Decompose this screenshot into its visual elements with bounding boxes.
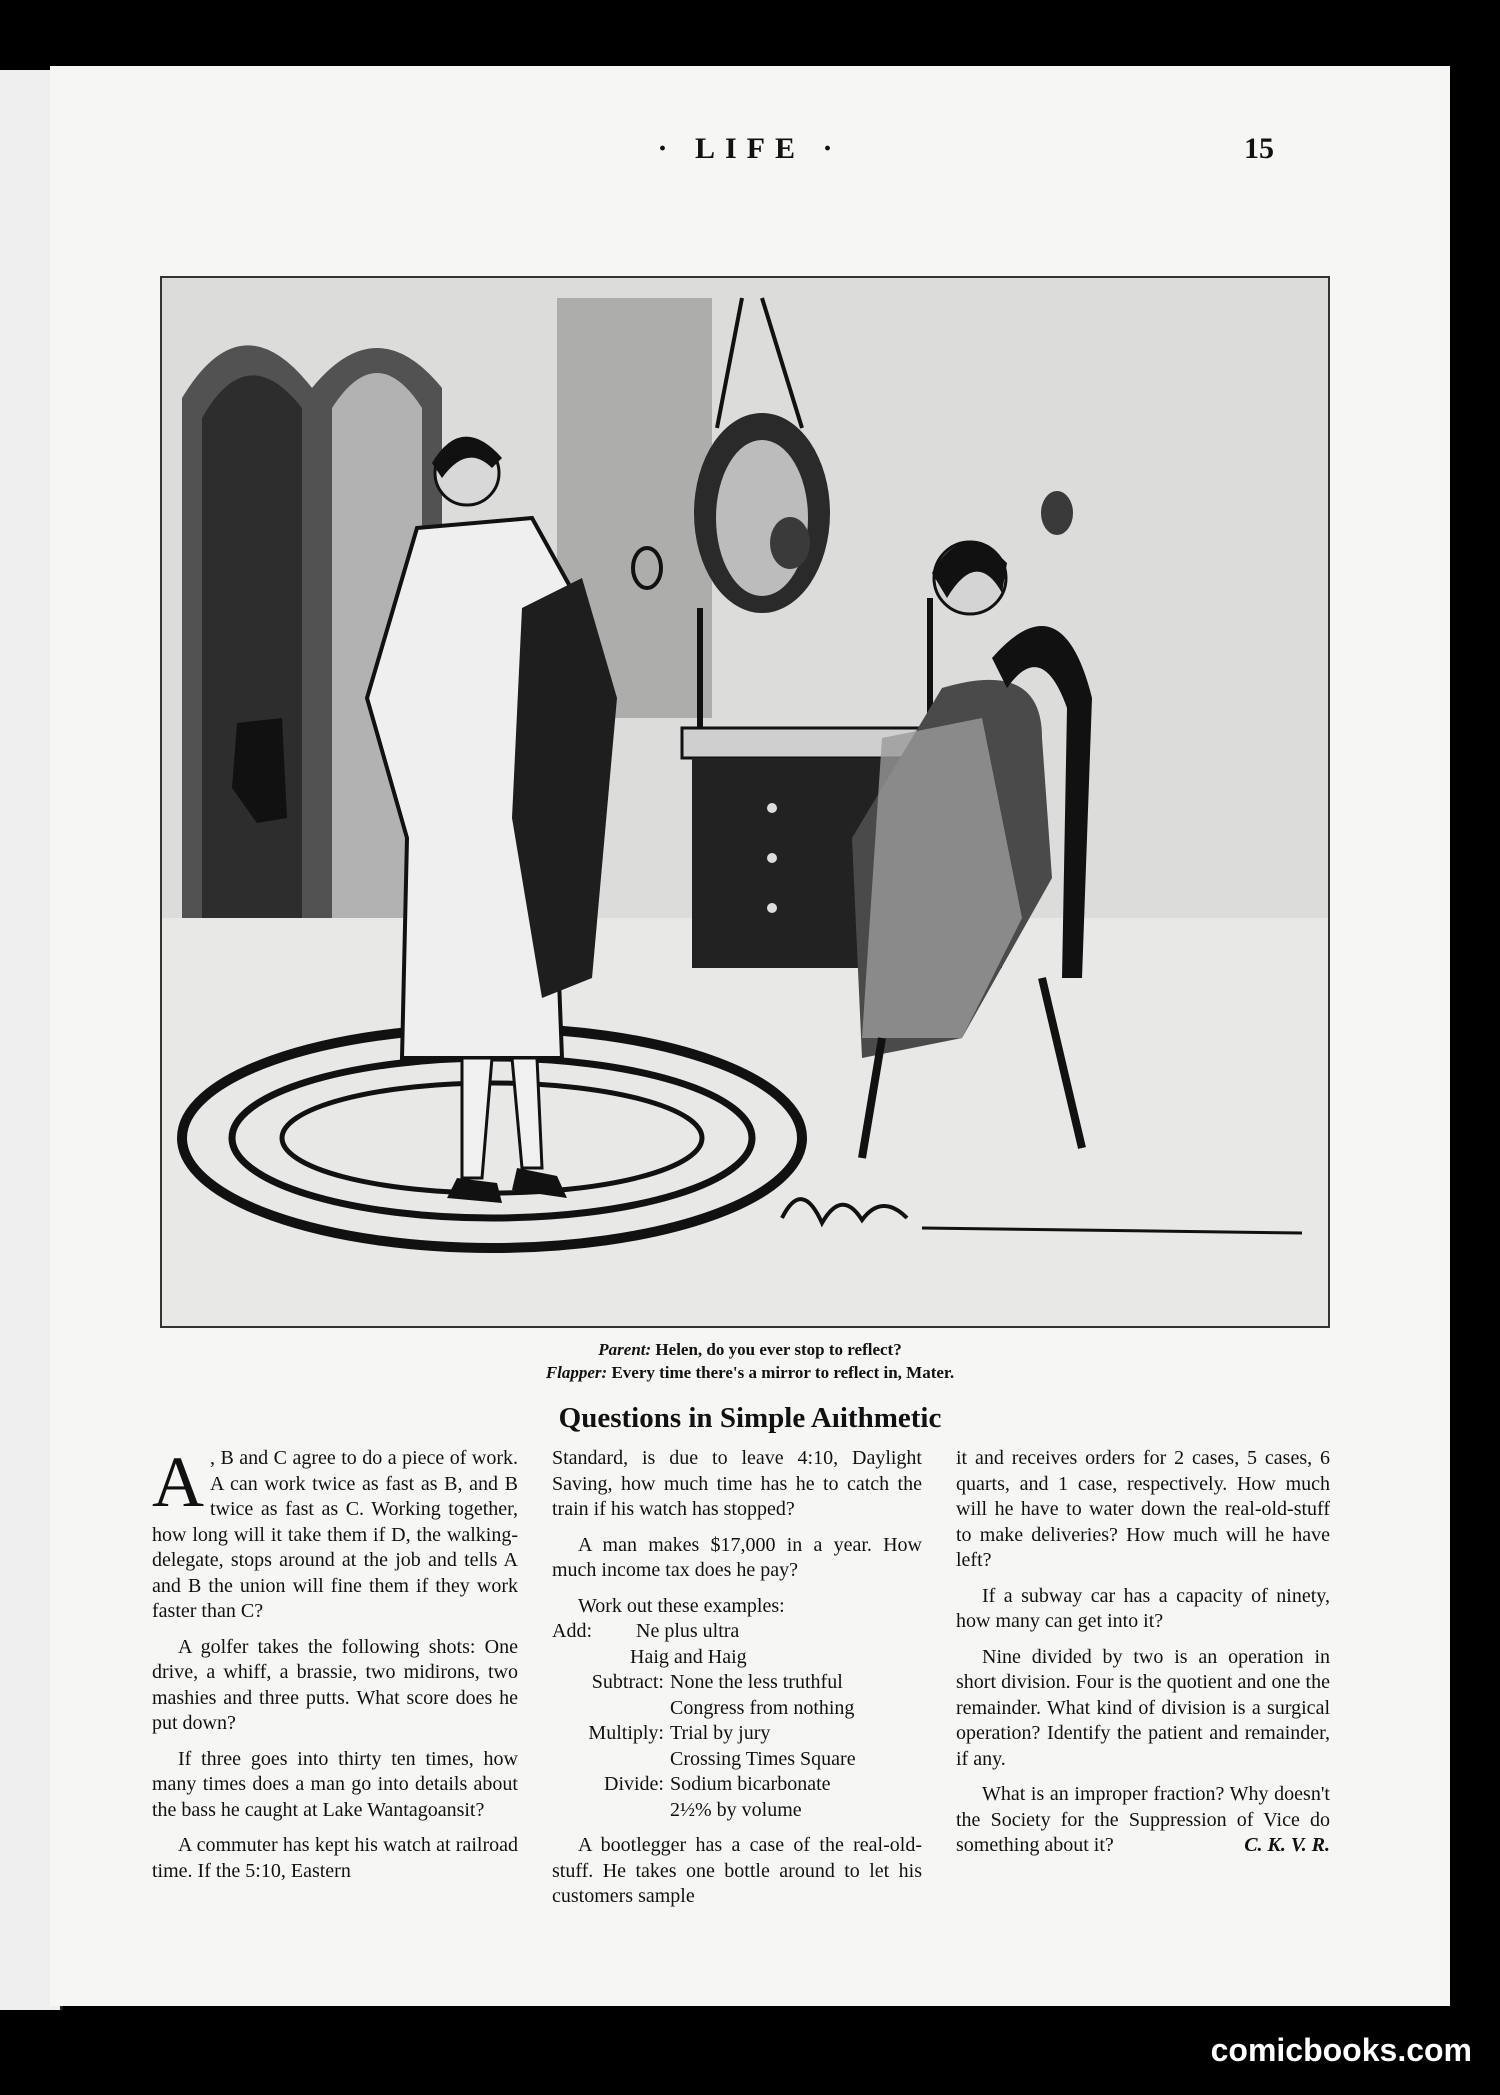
caption-line-parent [50,1338,1450,1361]
drop-cap: A [152,1442,204,1522]
site-watermark: comicbooks.com [1210,2032,1472,2068]
paragraph: A man makes $17,000 in a year. How much income tax does he pay? [552,1533,922,1581]
article-column-3 [956,1446,1330,1869]
example-item [552,1670,922,1721]
masthead: · LIFE · [657,132,843,165]
author-signature: C. K. V. R. [1244,1834,1330,1856]
caption-text-flapper: Every time there's a mirror to reflect in, Mater. [611,1363,955,1382]
paragraph: A commuter has kept his watch at railroad time. If the 5:10, Eastern [152,1834,518,1882]
page-number: 15 [1244,132,1274,165]
example-item [552,1619,922,1670]
paragraph-text: , B and C agree to do a piece of work. A can work twice as fast as B, and B twice as fast as C. Working together, how long will it take them if D, the walking-delegate, stops around at the job and tells A and B the union will fine them if they work faster than C? [152,1447,518,1622]
paragraph: Standard, is due to leave 4:10, Daylight Saving, how much time has he to catch the train if his watch has stopped? [552,1447,922,1520]
caption-text-parent: Helen, do you ever stop to reflect? [655,1340,902,1359]
example-term: Ne plus ultra [636,1620,740,1642]
example-term: Trial by jury [670,1722,771,1744]
example-term: None the less truthful [670,1671,843,1693]
example-op: Multiply: [588,1722,664,1744]
example-term: 2½% by volume [670,1798,802,1821]
paragraph: A bootlegger has a case of the real-old-stuff. He takes one bottle around to let his customers sample [552,1834,922,1907]
paragraph: If a subway car has a capacity of ninety, how many can get into it? [956,1584,1330,1632]
magazine-page [50,66,1450,2006]
examples-list [552,1619,922,1823]
example-op: Subtract: [591,1671,664,1693]
examples-intro: Work out these examples: [578,1594,785,1617]
example-op: Divide: [604,1773,664,1795]
example-term: Haig and Haig [630,1645,747,1668]
paragraph: it and receives orders for 2 cases, 5 cases, 6 quarts, and 1 case, respectively. How much will he have to water down the real-old-stuff to make deliveries? How much will he have left? [956,1447,1330,1571]
caption-line-flapper [50,1361,1450,1384]
paragraph [152,1442,518,1625]
example-term: Sodium bicarbonate [670,1773,831,1795]
caption-speaker-flapper: Flapper: [545,1363,608,1382]
caption-speaker-parent: Parent: [598,1340,652,1359]
example-term: Congress from nothing [670,1696,855,1719]
example-item [552,1721,922,1772]
cartoon-drawing [162,278,1328,1326]
article-column-2 [552,1446,922,1920]
paragraph [956,1782,1330,1859]
cartoon-illustration [160,276,1330,1328]
paragraph-text: What is an improper fraction? Why doesn't the Society for the Suppression of Vice do something about it? [956,1783,1330,1856]
paragraph: A golfer takes the following shots: One drive, a whiff, a brassie, two midirons, two mashies and three putts. What score does he put down? [152,1635,518,1734]
article-column-1 [152,1442,518,1894]
example-term: Crossing Times Square [670,1747,856,1770]
paragraph: If three goes into thirty ten times, how many times does a man go into details about the bass he caught at Lake Wantagoansit? [152,1747,518,1821]
paragraph: Nine divided by two is an operation in short division. Four is the quotient and one the remainder. What kind of division is a surgical operation? Identify the patient and remainder, if any. [956,1645,1330,1770]
cartoon-caption [50,1338,1450,1384]
example-item [552,1772,922,1823]
article-title: Questions in Simple Aıithmetic [558,1402,942,1434]
example-op: Add: [552,1620,592,1642]
